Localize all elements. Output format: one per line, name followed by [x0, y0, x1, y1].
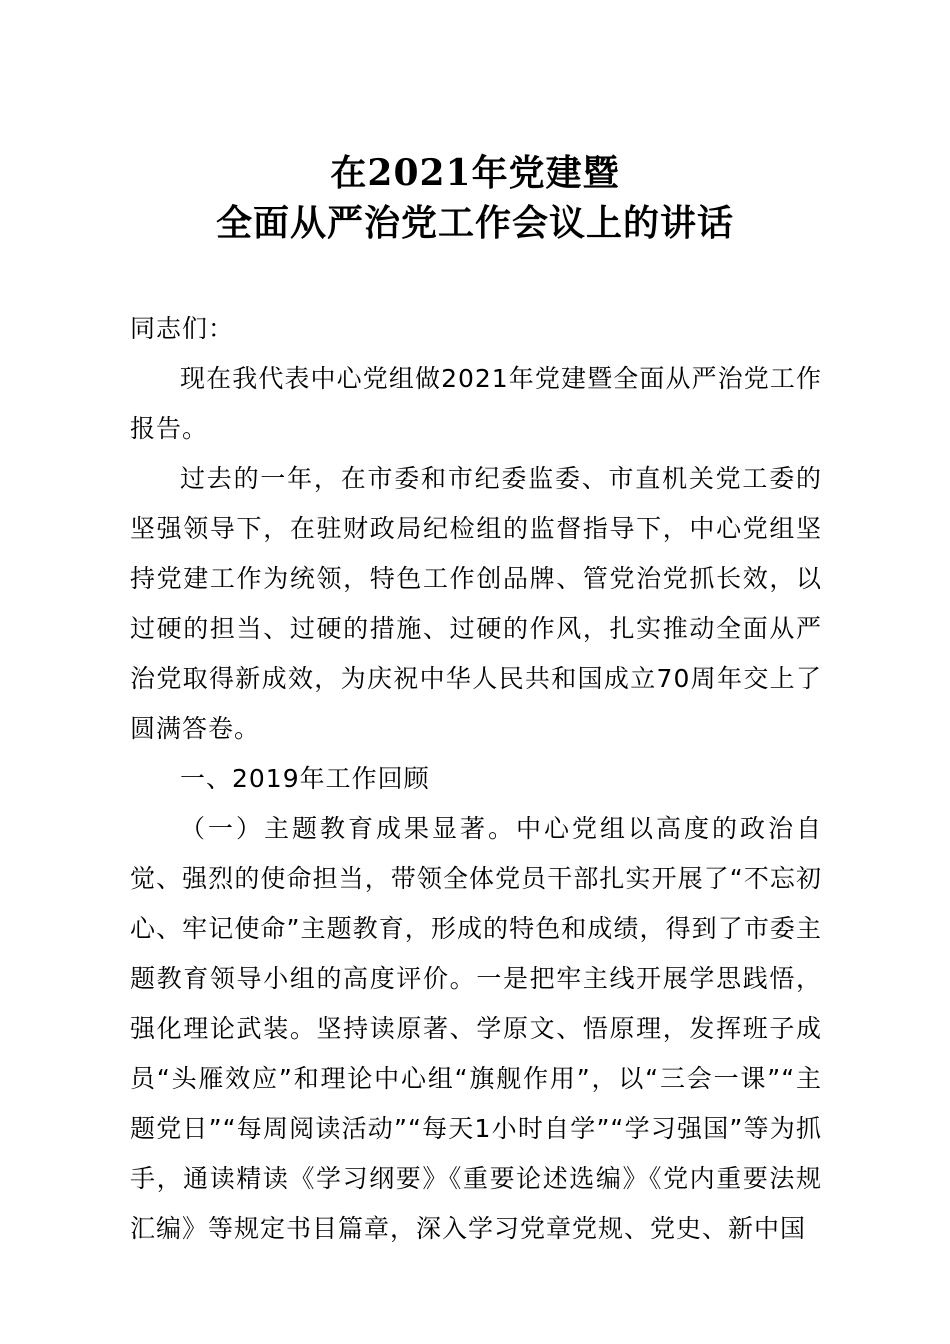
- paragraph-intro: 现在我代表中心党组做2021年党建暨全面从严治党工作报告。: [130, 364, 822, 443]
- title-line-2: 全面从严治党工作会议上的讲话: [215, 202, 734, 244]
- document-body: [130, 304, 822, 1254]
- title-line-1: 在2021年党建暨: [330, 152, 620, 194]
- salutation: 同志们：: [130, 314, 235, 343]
- subsection-text: 中心党组以高度的政治自觉、强烈的使命担当，带领全体党员干部扎实开展了“不忘初心、牢记使命”主题教育，形成的特色和成绩，得到了市委主题教育领导小组的高度评价。一是把牢主线开展学思践悟，强化理论武装。坚持读原著、学原文、悟原理，发挥班子成员“头雁效应”和理论中心组“旗舰作用”，以“三会一课”“主题党日”“每周阅读活动”“每天1小时自学”“学习强国”等为抓手，通读精读《学习纲要》《重要论述选编》《党内重要法规汇编》等规定书目篇章，深入学习党章党规、党史、新中国: [130, 814, 822, 1243]
- paragraph-review: 过去的一年，在市委和市纪委监委、市直机关党工委的坚强领导下，在驻财政局纪检组的监督指导下，中心党组坚持党建工作为统领，特色工作创品牌、管党治党抓长效，以过硬的担当、过硬的措施、过硬的作风，扎实推动全面从严治党取得新成效，为庆祝中华人民共和国成立70周年交上了圆满答卷。: [130, 464, 822, 743]
- subsection-heading: （一）主题教育成果显著。: [180, 814, 516, 843]
- subsection-paragraph: [130, 804, 822, 1254]
- section-heading: 一、2019年工作回顾: [180, 764, 430, 793]
